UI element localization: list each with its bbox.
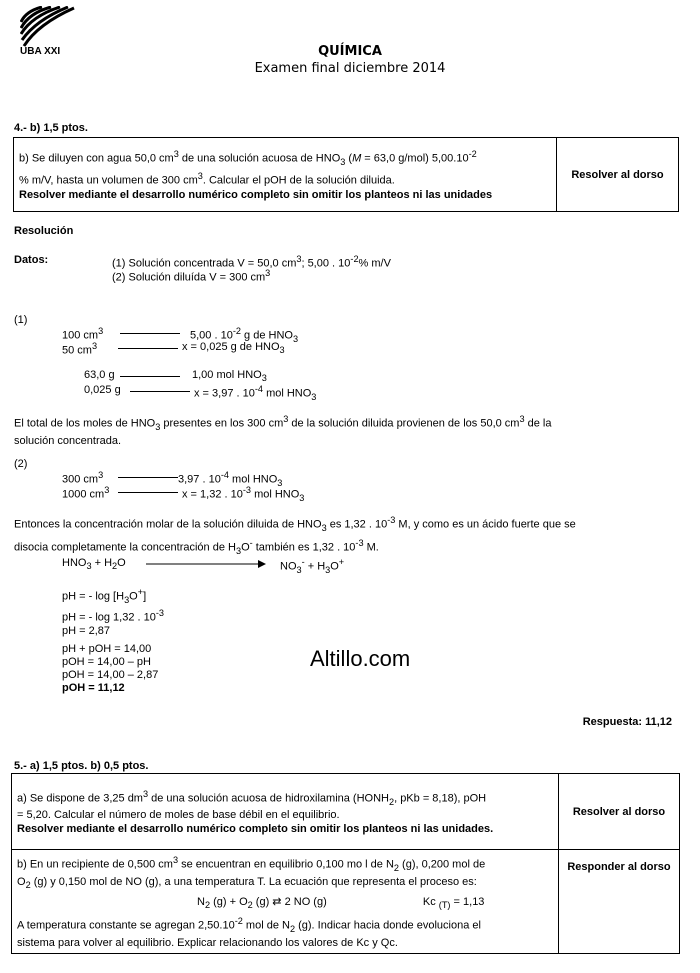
rule-row-1: 100 $cm^3$	[62, 326, 104, 342]
page-subtitle: Examen final diciembre 2014	[254, 61, 446, 76]
rule-row-4: 0,025 g	[84, 384, 121, 396]
rule2-right-2: x = 1,32 . $10^{-3}$ mol $HNO_3$	[182, 485, 305, 503]
q4-table	[13, 137, 679, 212]
rule2-line-2	[118, 492, 178, 493]
q5-table	[11, 773, 680, 954]
page-title: QUÍMICA	[318, 44, 382, 59]
dato-1: (1) Solución concentrada V = 50,0 $cm^3$; 5,00 . $10^{-2}\%$ m/V	[112, 254, 391, 270]
rule-right-2: x = 0,025 g de $HNO_3$	[182, 341, 285, 356]
rule-right-4: x = 3,97 . $10^{-4}$ mol $HNO_3$	[194, 384, 317, 402]
q5-heading: 5.- a) 1,5 ptos. b) 0,5 ptos.	[14, 760, 149, 772]
rule-line-3	[120, 376, 180, 377]
rule2-right-1: 3,97 . $10^{-4}$ mol $HNO_3$	[178, 470, 283, 488]
dato-2: (2) Solución diluída V = 300 $cm^3$	[112, 268, 271, 284]
q5-a-side-label: Resolver al dorso	[559, 774, 680, 850]
rule-right-3: 1,00 mol $HNO_3$	[192, 369, 267, 384]
rule-row-3: 63,0 g	[84, 369, 115, 381]
paragraph-2: Entonces la concentración molar de la solución diluida de $HNO_3$ es 1,32 . $10^{-3}$ M, y como es un ácido fuerte que se disocia completamente la concentración de $H_3O^-$ también es 1,32 . $10^{-3}$ M.	[14, 515, 576, 556]
q4-statement: b) Se diluyen con agua 50,0 $cm^3$ de una solución acuosa de $HNO_3$ (M = 63,0 g/mol) $5,00.10^{-2}$ % m/V, hasta un volumen de 300 $cm^3$. Calcular el pOH de la solución diluida. Resolver mediante el desarrollo numérico completo sin omitir los planteos ni las unidades	[14, 138, 557, 212]
poh-calculation: pH + pOH = 14,00 pOH = 14,00 – pH pOH = 14,00 – 2,87 pOH = 11,12	[62, 643, 159, 694]
rule-right-1: 5,00 . $10^{-2}$ g de $HNO_3$	[190, 326, 299, 344]
paragraph-1: El total de los moles de $HNO_3$ presentes en los 300 $cm^3$ de la solución diluida provienen de los 50,0 $cm^3$ de la solución concentrada.	[14, 414, 552, 447]
watermark: Altillo.com	[310, 646, 411, 671]
dissociation-right: $NO_3^- + H_3O^+$	[280, 557, 345, 575]
q5-a-instruction: Resolver mediante el desarrollo numérico completo sin omitir los planteos ni las unidades.	[17, 823, 494, 836]
rule-line-2	[118, 348, 178, 349]
part2-label: (2)	[14, 458, 28, 470]
q5-b-side-label: Responder al dorso	[559, 850, 680, 954]
ph-calculation: pH = - $\log [H_3O^+]$ pH = - log 1,32 . $10^{-3}$ pH = 2,87	[62, 587, 165, 637]
dissociation-left: $HNO_3 + H_2O$	[62, 557, 126, 572]
rule2-line-1	[118, 477, 178, 478]
rule2-row-1: 300 $cm^3$	[62, 470, 104, 486]
q4-instruction: Resolver mediante el desarrollo numérico completo sin omitir los planteos ni las unidades	[19, 188, 493, 201]
poh-result: pOH = 11,12	[62, 682, 125, 694]
reaction-arrow-icon	[146, 559, 266, 569]
resolution-heading: Resolución	[14, 225, 74, 237]
rule-row-2: 50 $cm^3$	[62, 341, 98, 357]
q5-b-statement: b) En un recipiente de 0,500 $cm^3$ se encuentran en equilibrio 0,100 mo l de $N_2$ (g), 0,200 mol de $O_2$ (g) y 0,150 mol de NO (g), a una temperatura T. La ecuación que representa el proceso es: $N_2$ $(g) + O_2$ (g) ⇄ 2 NO (g) Kc $_{(T)}$ = 1,13 A temperatura constante se agregan $2,50.10^{-2}$ mol de $N_2$ (g). Indicar hacia donde evoluciona el sistema para volver al equilibrio. Explicar relacionando los valores de Kc y Qc.	[12, 850, 559, 954]
q4-side-label: Resolver al dorso	[557, 138, 679, 212]
q4-heading: 4.- b) 1,5 ptos.	[14, 122, 88, 134]
rule2-row-2: 1000 $cm^3$	[62, 485, 110, 501]
q5-a-statement: a) Se dispone de 3,25 $dm^3$ de una solución acuosa de hidroxilamina ($HONH_2$, pKb = 8,18), pOH = 5,20. Calcular el número de moles de base débil en el equilibrio. Resolver mediante el desarrollo numérico completo sin omitir los planteos ni las unidades.	[12, 774, 559, 850]
rule-line-4	[130, 391, 190, 392]
part1-label: (1)	[14, 314, 28, 326]
datos-label: Datos:	[14, 254, 49, 266]
equilibrium-arrow-icon: ⇄	[272, 895, 282, 908]
q5-equation: $N_2$ $(g) + O_2$ (g) ⇄ 2 NO (g) Kc $_{(T)}$ = 1,13	[197, 895, 485, 910]
uba-stripes-icon	[20, 6, 76, 48]
answer: Respuesta: 11,12	[582, 716, 672, 728]
logo-text: UBA XXI	[20, 46, 61, 57]
rule-line-1	[120, 333, 180, 334]
